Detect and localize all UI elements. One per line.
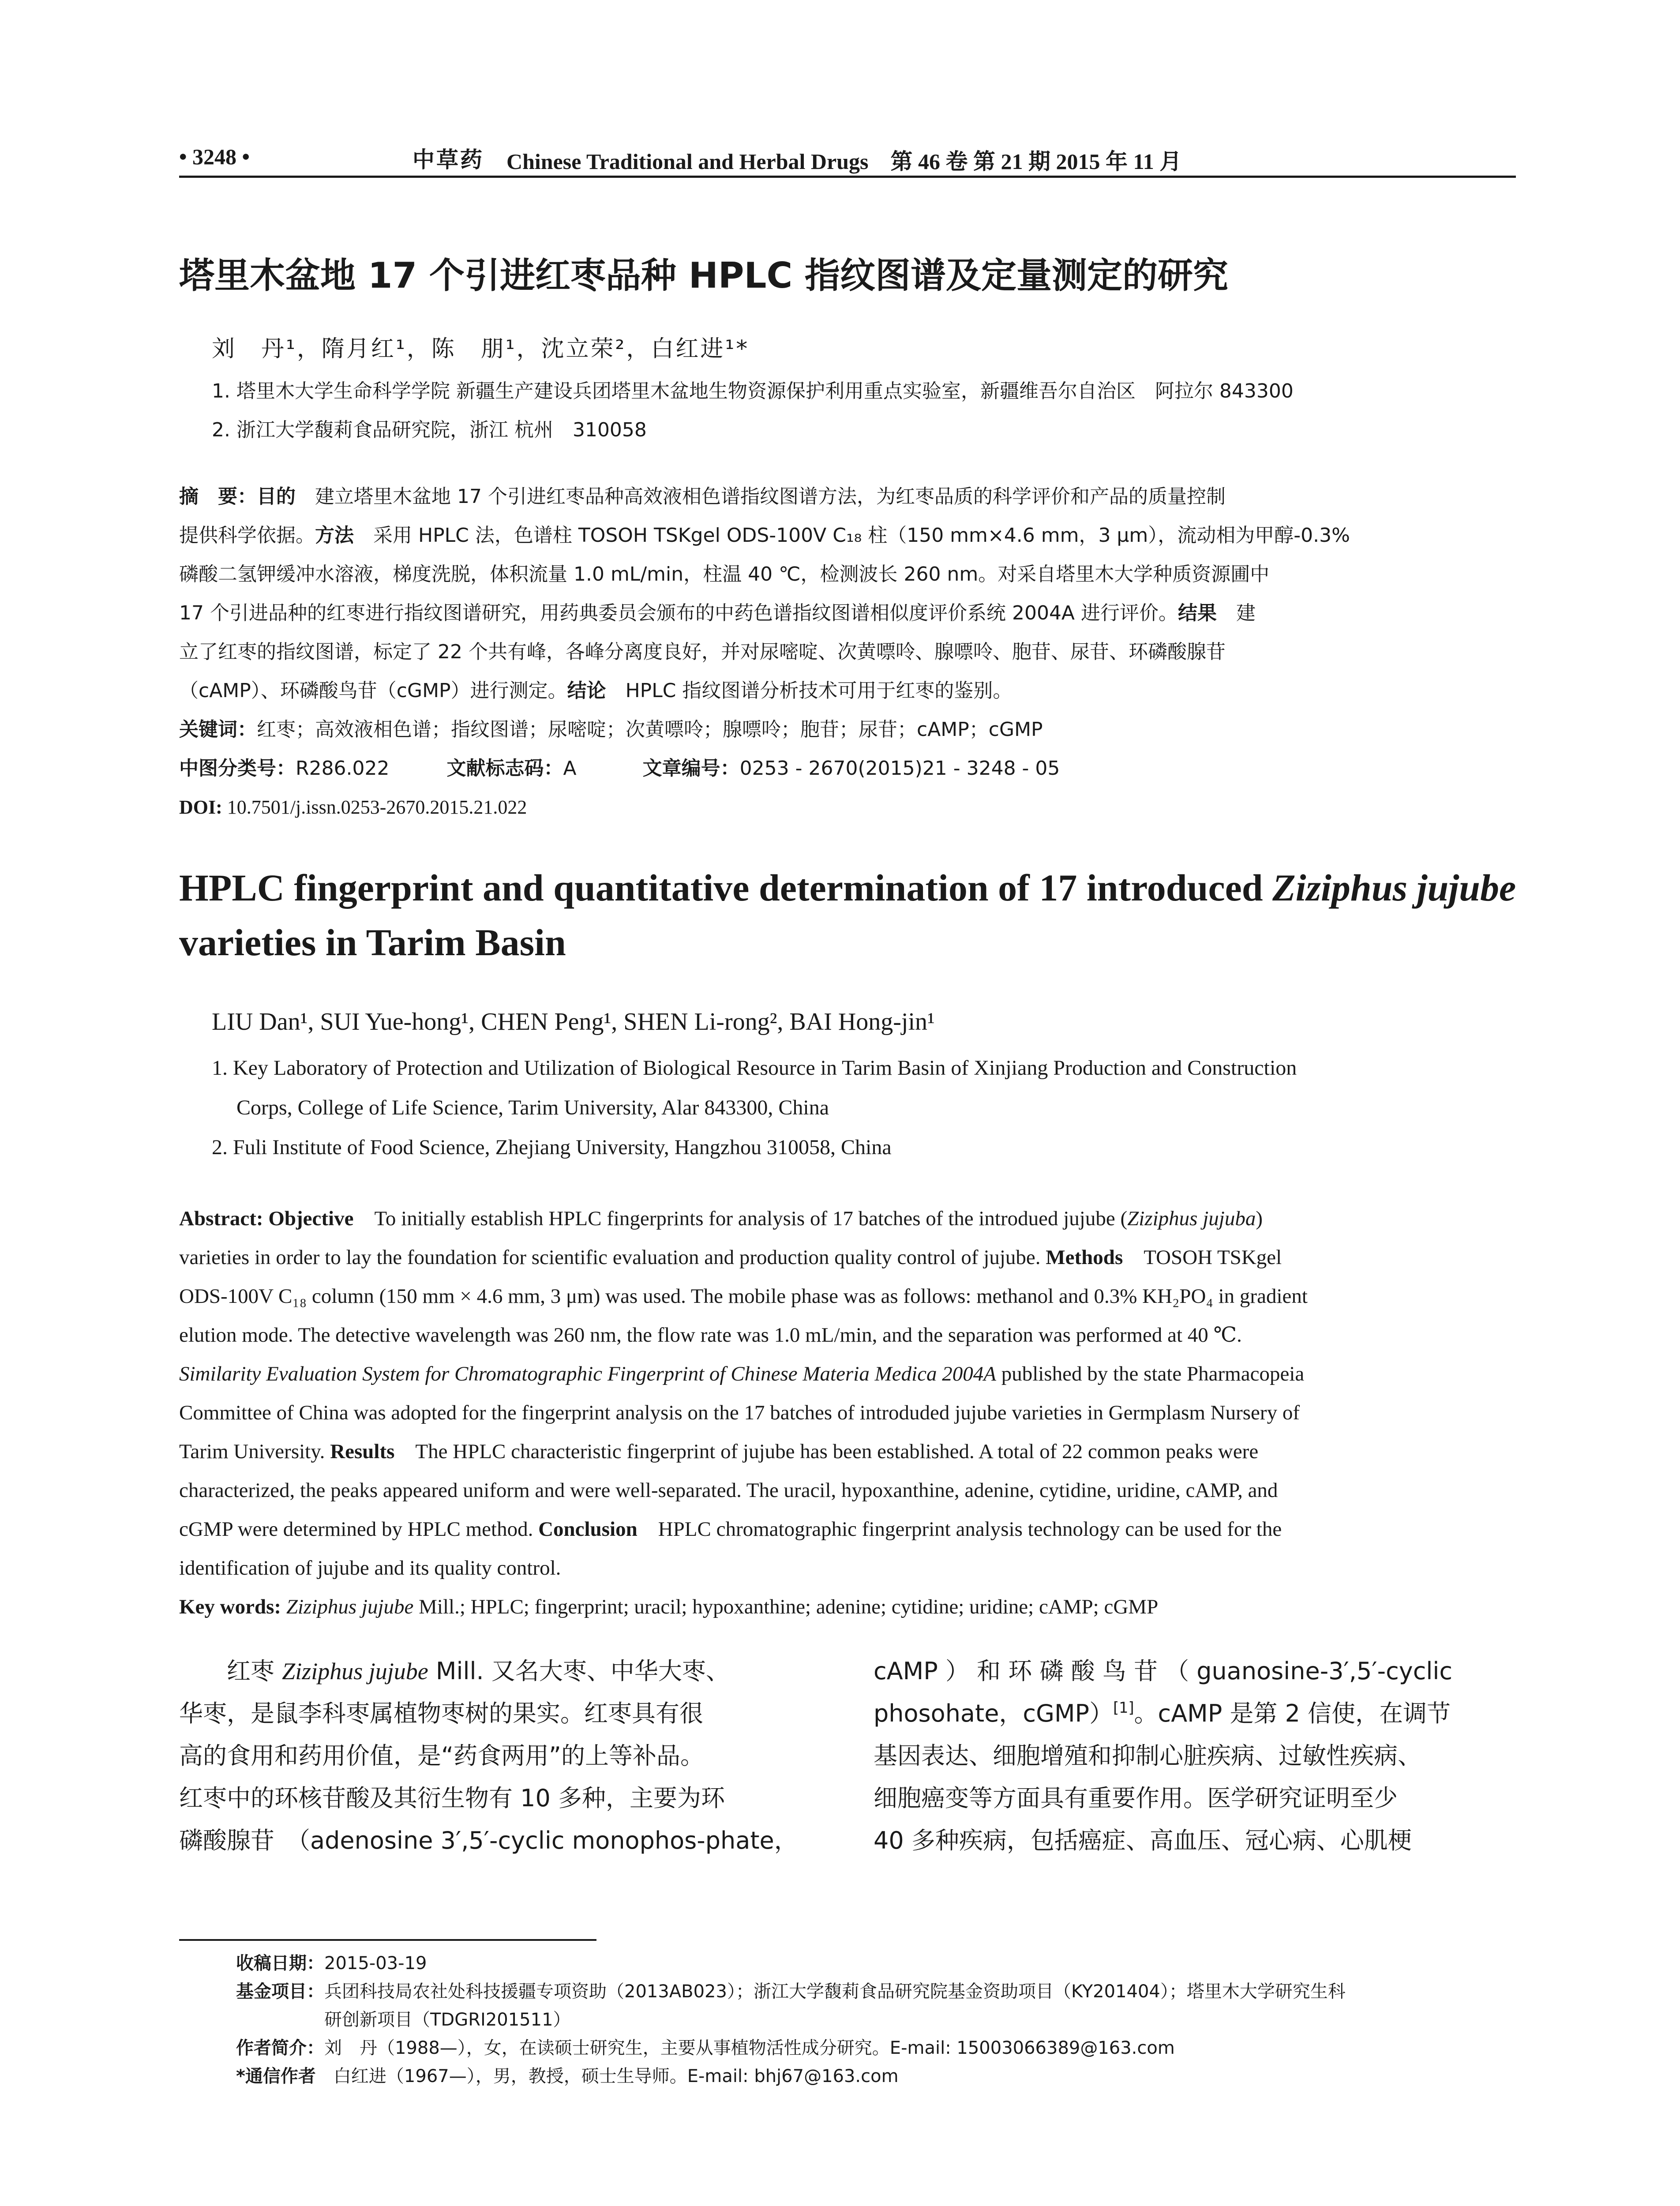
zh-objective-label: 目的 <box>257 485 296 508</box>
zh-title: 塔里木盆地 17 个引进红枣品种 HPLC 指纹图谱及定量测定的研究 <box>179 255 1229 296</box>
page-number: • 3248 • <box>179 144 250 169</box>
en-abstract-italic: Ziziphus jujuba <box>1127 1207 1256 1230</box>
en-title <box>179 860 1516 970</box>
zh-abstract-line: 采用 HPLC 法，色谱柱 TOSOH TSKgel ODS-100V C₁₈ 柱（150 mm×4.6 mm，3 μm），流动相为甲醇-0.3% <box>373 524 1350 547</box>
body-line: 基因表达、细胞增殖和抑制心脏疾病、过敏性疾病、 <box>874 1742 1421 1770</box>
en-objective-label: Objective <box>268 1207 354 1230</box>
zh-abstract-line: 提供科学依据。 <box>179 524 315 547</box>
zh-keywords: 红枣；高效液相色谱；指纹图谱；尿嘧啶；次黄嘌呤；腺嘌呤；胞苷；尿苷；cAMP；cGMP <box>257 718 1043 741</box>
body-right-column <box>874 1650 1518 1862</box>
body-line: 。cAMP 是第 2 信使，在调节 <box>1134 1700 1451 1727</box>
zh-abstract-line: 立了红枣的指纹图谱，标定了 22 个共有峰，各峰分离度良好，并对尿嘧啶、次黄嘌呤、腺嘌呤、胞苷、尿苷、环磷酸腺苷 <box>179 641 1226 663</box>
zh-abstract-line: 磷酸二氢钾缓冲水溶液，梯度洗脱，体积流量 1.0 mL/min，柱温 40 ℃，检测波长 260 nm。对采自塔里木大学种质资源圃中 <box>179 563 1270 585</box>
en-conclusion-label: Conclusion <box>538 1518 638 1541</box>
en-affiliation-line: 1. Key Laboratory of Protection and Utilization of Biological Resource in Tarim Basin of Xinjiang Production and Construction <box>212 1056 1297 1080</box>
body-line: 细胞癌变等方面具有重要作用。医学研究证明至少 <box>874 1784 1398 1812</box>
en-abstract-italic: Similarity Evaluation System for Chromatographic Fingerprint of Chinese Materia Medica 2004A <box>179 1362 996 1385</box>
zh-conclusion-label: 结论 <box>567 679 606 702</box>
en-abstract-line: identification of jujube and its quality control. <box>179 1557 561 1579</box>
en-abstract-line: published by the state Pharmacopeia <box>996 1362 1305 1385</box>
en-affiliation-line: 2. Fuli Institute of Food Science, Zhejiang University, Hangzhou 310058, China <box>212 1136 892 1159</box>
en-abstract-line: TOSOH TSKgel <box>1144 1246 1282 1269</box>
citation-ref[interactable]: [1] <box>1113 1699 1134 1716</box>
en-abstract-label: Abstract: <box>179 1207 263 1230</box>
body-line: 华枣，是鼠李科枣属植物枣树的果实。红枣具有很 <box>179 1700 703 1727</box>
header-rule <box>179 176 1516 178</box>
en-authors: LIU Dan¹, SUI Yue-hong¹, CHEN Peng¹, SHEN Li-rong², BAI Hong-jin¹ <box>212 1008 935 1035</box>
corresponding-author: 白红进（1967—），男，教授，硕士生导师。E-mail: bhj67@163.com <box>333 2066 899 2086</box>
en-abstract-line: The HPLC characteristic fingerprint of jujube has been established. A total of 22 common peaks were <box>415 1440 1259 1463</box>
en-abstract-line: elution mode. The detective wavelength was 260 nm, the flow rate was 1.0 mL/min, and the separation was performed at 40 ℃. <box>179 1324 1242 1347</box>
zh-authors: 刘 丹¹，隋月红¹，陈 朋¹，沈立荣²，白红进¹* <box>212 336 750 362</box>
footnote-rule <box>179 1939 596 1941</box>
en-abstract-line: cGMP were determined by HPLC method. <box>179 1518 533 1541</box>
zh-abstract <box>179 477 1516 827</box>
body-line: phosohate，cGMP） <box>874 1700 1114 1727</box>
author-bio: 刘 丹（1988—），女，在读硕士研究生，主要从事植物活性成分研究。E-mail: 15003066389@163.com <box>324 2038 1175 2058</box>
zh-methods-label: 方法 <box>315 524 354 547</box>
fund-text: 兵团科技局农社处科技援疆专项资助（2013AB023）；浙江大学馥莉食品研究院基金资助项目（KY201404）；塔里木大学研究生科 <box>324 1981 1346 2002</box>
en-abstract-line: HPLC chromatographic fingerprint analysis technology can be used for the <box>658 1518 1282 1541</box>
fund-text: 研创新项目（TDGRI201511） <box>324 2010 571 2030</box>
zh-abstract-line: 建立塔里木盆地 17 个引进红枣品种高效液相色谱指纹图谱方法，为红枣品质的科学评价和产品的质量控制 <box>315 485 1226 508</box>
body-italic: Ziziphus jujube <box>282 1658 428 1685</box>
en-title-italic: Ziziphus jujube <box>1272 867 1516 909</box>
en-affiliations <box>212 1048 1297 1167</box>
en-keywords-label: Key words: <box>179 1595 281 1618</box>
zh-clc-label: 中图分类号： <box>179 757 296 780</box>
en-keywords: Mill.; HPLC; fingerprint; uracil; hypoxanthine; adenine; cytidine; uridine; cAMP; cGMP <box>413 1595 1159 1618</box>
zh-doc-code: A <box>563 757 577 780</box>
received-label: 收稿日期： <box>236 1953 324 1973</box>
body-line: 磷酸腺苷 （adenosine 3′,5′-cyclic monophos-phate， <box>179 1827 798 1854</box>
en-abstract-line: Committee of China was adopted for the fingerprint analysis on the 17 batches of introduded jujube varieties in Germplasm Nursery of <box>179 1401 1300 1424</box>
received-date: 2015-03-19 <box>324 1953 427 1973</box>
body-left-column <box>179 1650 823 1862</box>
journal-info: Chinese Traditional and Herbal Drugs 第 46 卷 第 21 期 2015 年 11 月 <box>506 149 1182 174</box>
en-abstract-line: To initially establish HPLC fingerprints for analysis of 17 batches of the introdued jujube ( <box>374 1207 1128 1230</box>
zh-abstract-line: 建 <box>1236 602 1256 624</box>
zh-article-id-label: 文章编号： <box>642 757 740 780</box>
en-abstract-line: ) <box>1256 1207 1263 1230</box>
doi: 10.7501/j.issn.0253-2670.2015.21.022 <box>227 796 527 818</box>
footnotes <box>236 1949 1346 2090</box>
en-results-label: Results <box>330 1440 395 1463</box>
corresponding-label: *通信作者 <box>236 2066 316 2086</box>
zh-keywords-label: 关键词： <box>179 718 257 741</box>
en-title-text: varieties in Tarim Basin <box>179 921 566 964</box>
zh-abstract-label: 摘 要： <box>179 485 257 508</box>
body-line: cAMP ） 和 环 磷 酸 鸟 苷 （ guanosine-3′,5′-cyclic <box>874 1657 1453 1685</box>
en-abstract <box>179 1199 1308 1626</box>
body-line: Mill. 又名大枣、中华大枣、 <box>428 1657 730 1685</box>
en-affiliation-line: Corps, College of Life Science, Tarim University, Alar 843300, China <box>236 1096 829 1119</box>
zh-clc: R286.022 <box>296 757 390 780</box>
en-abstract-line: varieties in order to lay the foundation for scientific evaluation and production quality control of jujube. <box>179 1246 1041 1269</box>
zh-abstract-line: 17 个引进品种的红枣进行指纹图谱研究，用药典委员会颁布的中药色谱指纹图谱相似度评价系统 2004A 进行评价。 <box>179 602 1178 624</box>
en-abstract-line: Tarim University. <box>179 1440 325 1463</box>
fund-label: 基金项目： <box>236 1981 324 2002</box>
en-title-text: HPLC fingerprint and quantitative determination of 17 introduced <box>179 867 1273 909</box>
zh-article-id: 0253 - 2670(2015)21 - 3248 - 05 <box>739 757 1060 780</box>
zh-affiliation-1: 1. 塔里木大学生命科学学院 新疆生产建设兵团塔里木盆地生物资源保护利用重点实验室，新疆维吾尔自治区 阿拉尔 843300 <box>212 380 1294 402</box>
zh-affiliation-2: 2. 浙江大学馥莉食品研究院，浙江 杭州 310058 <box>212 419 647 441</box>
en-abstract-line: ODS-100V C₁₈ column (150 mm × 4.6 mm, 3 μm) was used. The mobile phase was as follows: methanol and 0.3% KH₂PO₄ in gradient <box>179 1285 1308 1308</box>
journal-logo: 中草药 <box>412 147 484 173</box>
author-label: 作者简介： <box>236 2038 324 2058</box>
en-abstract-line: characterized, the peaks appeared uniform and were well-separated. The uracil, hypoxanthine, adenine, cytidine, uridine, cAMP, and <box>179 1479 1278 1502</box>
body-line: 红枣中的环核苷酸及其衍生物有 10 多种，主要为环 <box>179 1784 725 1812</box>
zh-abstract-line: HPLC 指纹图谱分析技术可用于红枣的鉴别。 <box>625 679 1012 702</box>
doi-label: DOI: <box>179 796 222 818</box>
zh-doc-code-label: 文献标志码： <box>446 757 563 780</box>
en-methods-label: Methods <box>1046 1246 1123 1269</box>
en-keywords-italic: Ziziphus jujube <box>286 1595 414 1618</box>
body-line: 红枣 <box>227 1657 282 1685</box>
zh-abstract-line: （cAMP）、环磷酸鸟苷（cGMP）进行测定。 <box>179 679 567 702</box>
body-line: 40 多种疾病，包括癌症、高血压、冠心病、心肌梗 <box>874 1827 1412 1854</box>
body-line: 高的食用和药用价值，是“药食两用”的上等补品。 <box>179 1742 704 1770</box>
zh-results-label: 结果 <box>1178 602 1217 624</box>
